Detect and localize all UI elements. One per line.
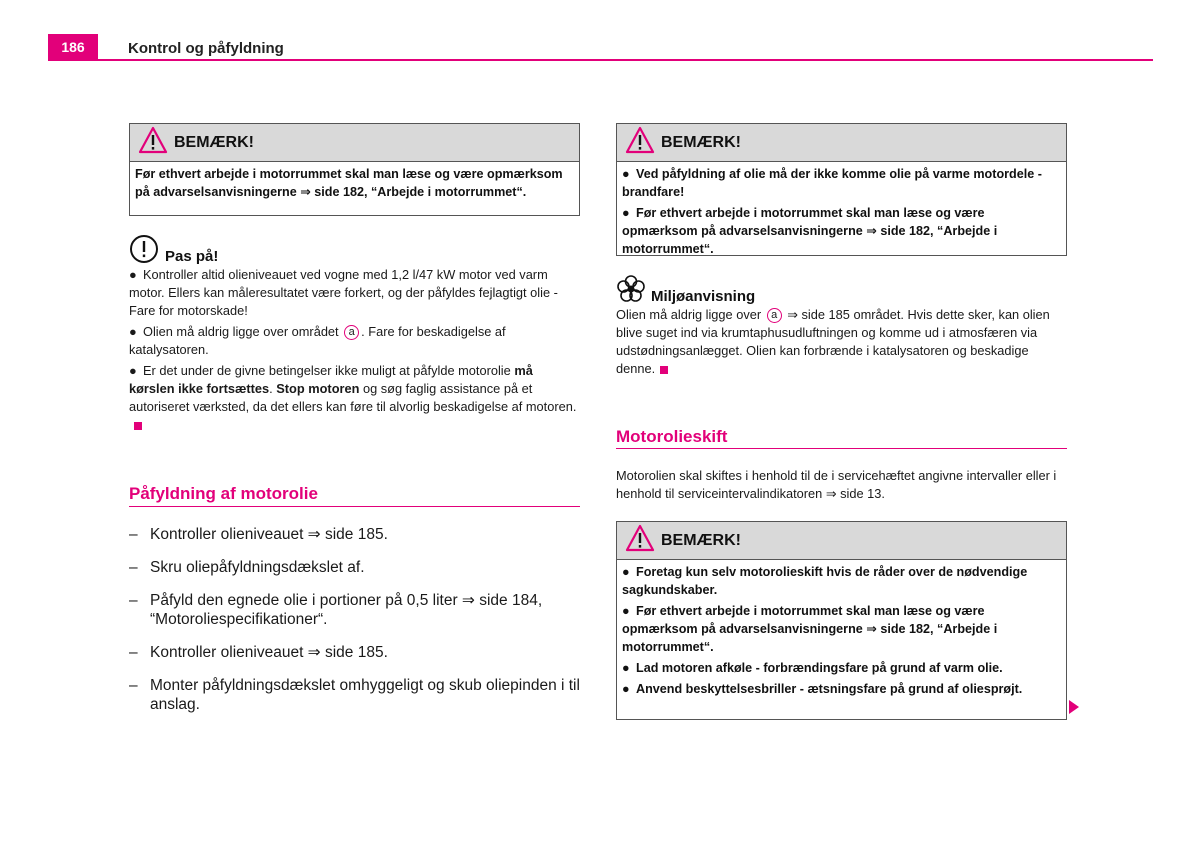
bullet-icon: ● xyxy=(129,363,137,378)
step-item: – Kontroller olieniveauet ⇒ side 185. xyxy=(129,644,388,661)
warning-header xyxy=(617,124,1066,162)
section-rule xyxy=(616,448,1067,449)
end-mark-icon xyxy=(134,422,142,430)
warning-item: ● Anvend beskyttelsesbriller - ætsningsfare på grund af oliesprøjt. xyxy=(622,682,1023,696)
warning-label: BEMÆRK! xyxy=(661,133,741,151)
section-title-refill: Påfyldning af motorolie xyxy=(129,484,318,503)
step-item: – Skru oliepåfyldningsdækslet af. xyxy=(129,559,365,576)
warning-triangle-icon xyxy=(138,126,168,159)
warning-box-left xyxy=(129,123,580,216)
refill-steps xyxy=(129,525,580,728)
caution-exclamation-icon xyxy=(129,234,159,268)
header-rule xyxy=(48,59,1153,61)
warning-text xyxy=(617,560,1066,705)
section-title-oil-change: Motorolieskift xyxy=(616,427,728,446)
warning-item: ● Foretag kun selv motorolieskift hvis de råder over de nødvendige sagkundskaber. xyxy=(622,565,1028,597)
caution-label: Pas på! xyxy=(165,247,219,265)
warning-item: ● Før ethvert arbejde i motorrummet skal man læse og være opmærksom på advarselsanvisningerne ⇒ side 182, “Arbejde i motorrummet“. xyxy=(622,604,998,654)
step-item: – Monter påfyldningsdækslet omhyggeligt og skub oliepinden i til anslag. xyxy=(129,677,580,713)
marker-a-icon: a xyxy=(767,308,782,323)
caution-text xyxy=(129,266,580,437)
warning-box-right xyxy=(616,123,1067,256)
warning-header xyxy=(130,124,579,162)
oil-change-text: Motorolien skal skiftes i henhold til de i servicehæftet angivne intervaller eller i henhold til serviceintervalindikatoren ⇒ side 13. xyxy=(616,468,1057,501)
warning-item: ● Før ethvert arbejde i motorrummet skal man læse og være opmærksom på advarselsanvisningerne ⇒ side 182, “Arbejde i motorrummet“. xyxy=(622,206,998,256)
caution-heading xyxy=(129,234,218,268)
warning-box-oil-change xyxy=(616,521,1067,720)
caution-item: ● Er det under de givne betingelser ikke muligt at påfylde motorolie må kørslen ikke fortsættes. Stop motoren og søg faglig assistance på et autoriseret værksted, da det ellers kan føre til alvorlig beskadigelse af motoren. xyxy=(129,362,580,434)
warning-label: BEMÆRK! xyxy=(661,531,741,549)
warning-header xyxy=(617,522,1066,560)
end-mark-icon xyxy=(660,366,668,374)
bullet-icon: ● xyxy=(129,267,137,282)
warning-item: ● Ved påfyldning af olie må der ikke komme olie på varme motordele - brandfare! xyxy=(622,167,1042,199)
flower-icon xyxy=(616,274,646,308)
continue-arrow-icon xyxy=(1069,700,1079,714)
step-item: – Påfyld den egnede olie i portioner på 0,5 liter ⇒ side 184, “Motoroliespecifikationer“. xyxy=(129,592,543,628)
environment-label: Miljøanvisning xyxy=(651,287,756,305)
warning-triangle-icon xyxy=(625,524,655,557)
page-number: 186 xyxy=(48,34,98,60)
caution-item: ● Olien må aldrig ligge over området a . Fare for beskadigelse af katalysatoren. xyxy=(129,324,506,357)
warning-item: ● Lad motoren afkøle - forbrændingsfare på grund af varm olie. xyxy=(622,661,1003,675)
environment-text: Olien må aldrig ligge over a ⇒ side 185 området. Hvis dette sker, kan olien blive suget ind via krumtaphusudluftningen og komme ud i atmosfæren via udstødningsanlægget. Olien kan forbrænde i katalysatoren og beskadige denne. xyxy=(616,307,1050,376)
warning-label: BEMÆRK! xyxy=(174,133,254,151)
warning-triangle-icon xyxy=(625,126,655,159)
marker-a-icon: a xyxy=(344,325,359,340)
page-header xyxy=(0,0,1200,62)
step-item: – Kontroller olieniveauet ⇒ side 185. xyxy=(129,526,388,543)
caution-item: ● Kontroller altid olieniveauet ved vogne med 1,2 l/47 kW motor ved varm motor. Ellers kan måleresultatet være forkert, og der påfyldes fejlagtigt olie - Fare for motorskade! xyxy=(129,267,558,318)
warning-text xyxy=(617,162,1066,265)
warning-paragraph: Før ethvert arbejde i motorrummet skal man læse og være opmærksom på advarselsanvisningerne ⇒ side 182, “Arbejde i motorrummet“. xyxy=(135,167,563,199)
chapter-title: Kontrol og påfyldning xyxy=(128,40,284,57)
bullet-icon: ● xyxy=(129,324,137,339)
warning-text xyxy=(130,162,579,208)
section-rule xyxy=(129,506,580,507)
environment-heading xyxy=(616,274,755,308)
